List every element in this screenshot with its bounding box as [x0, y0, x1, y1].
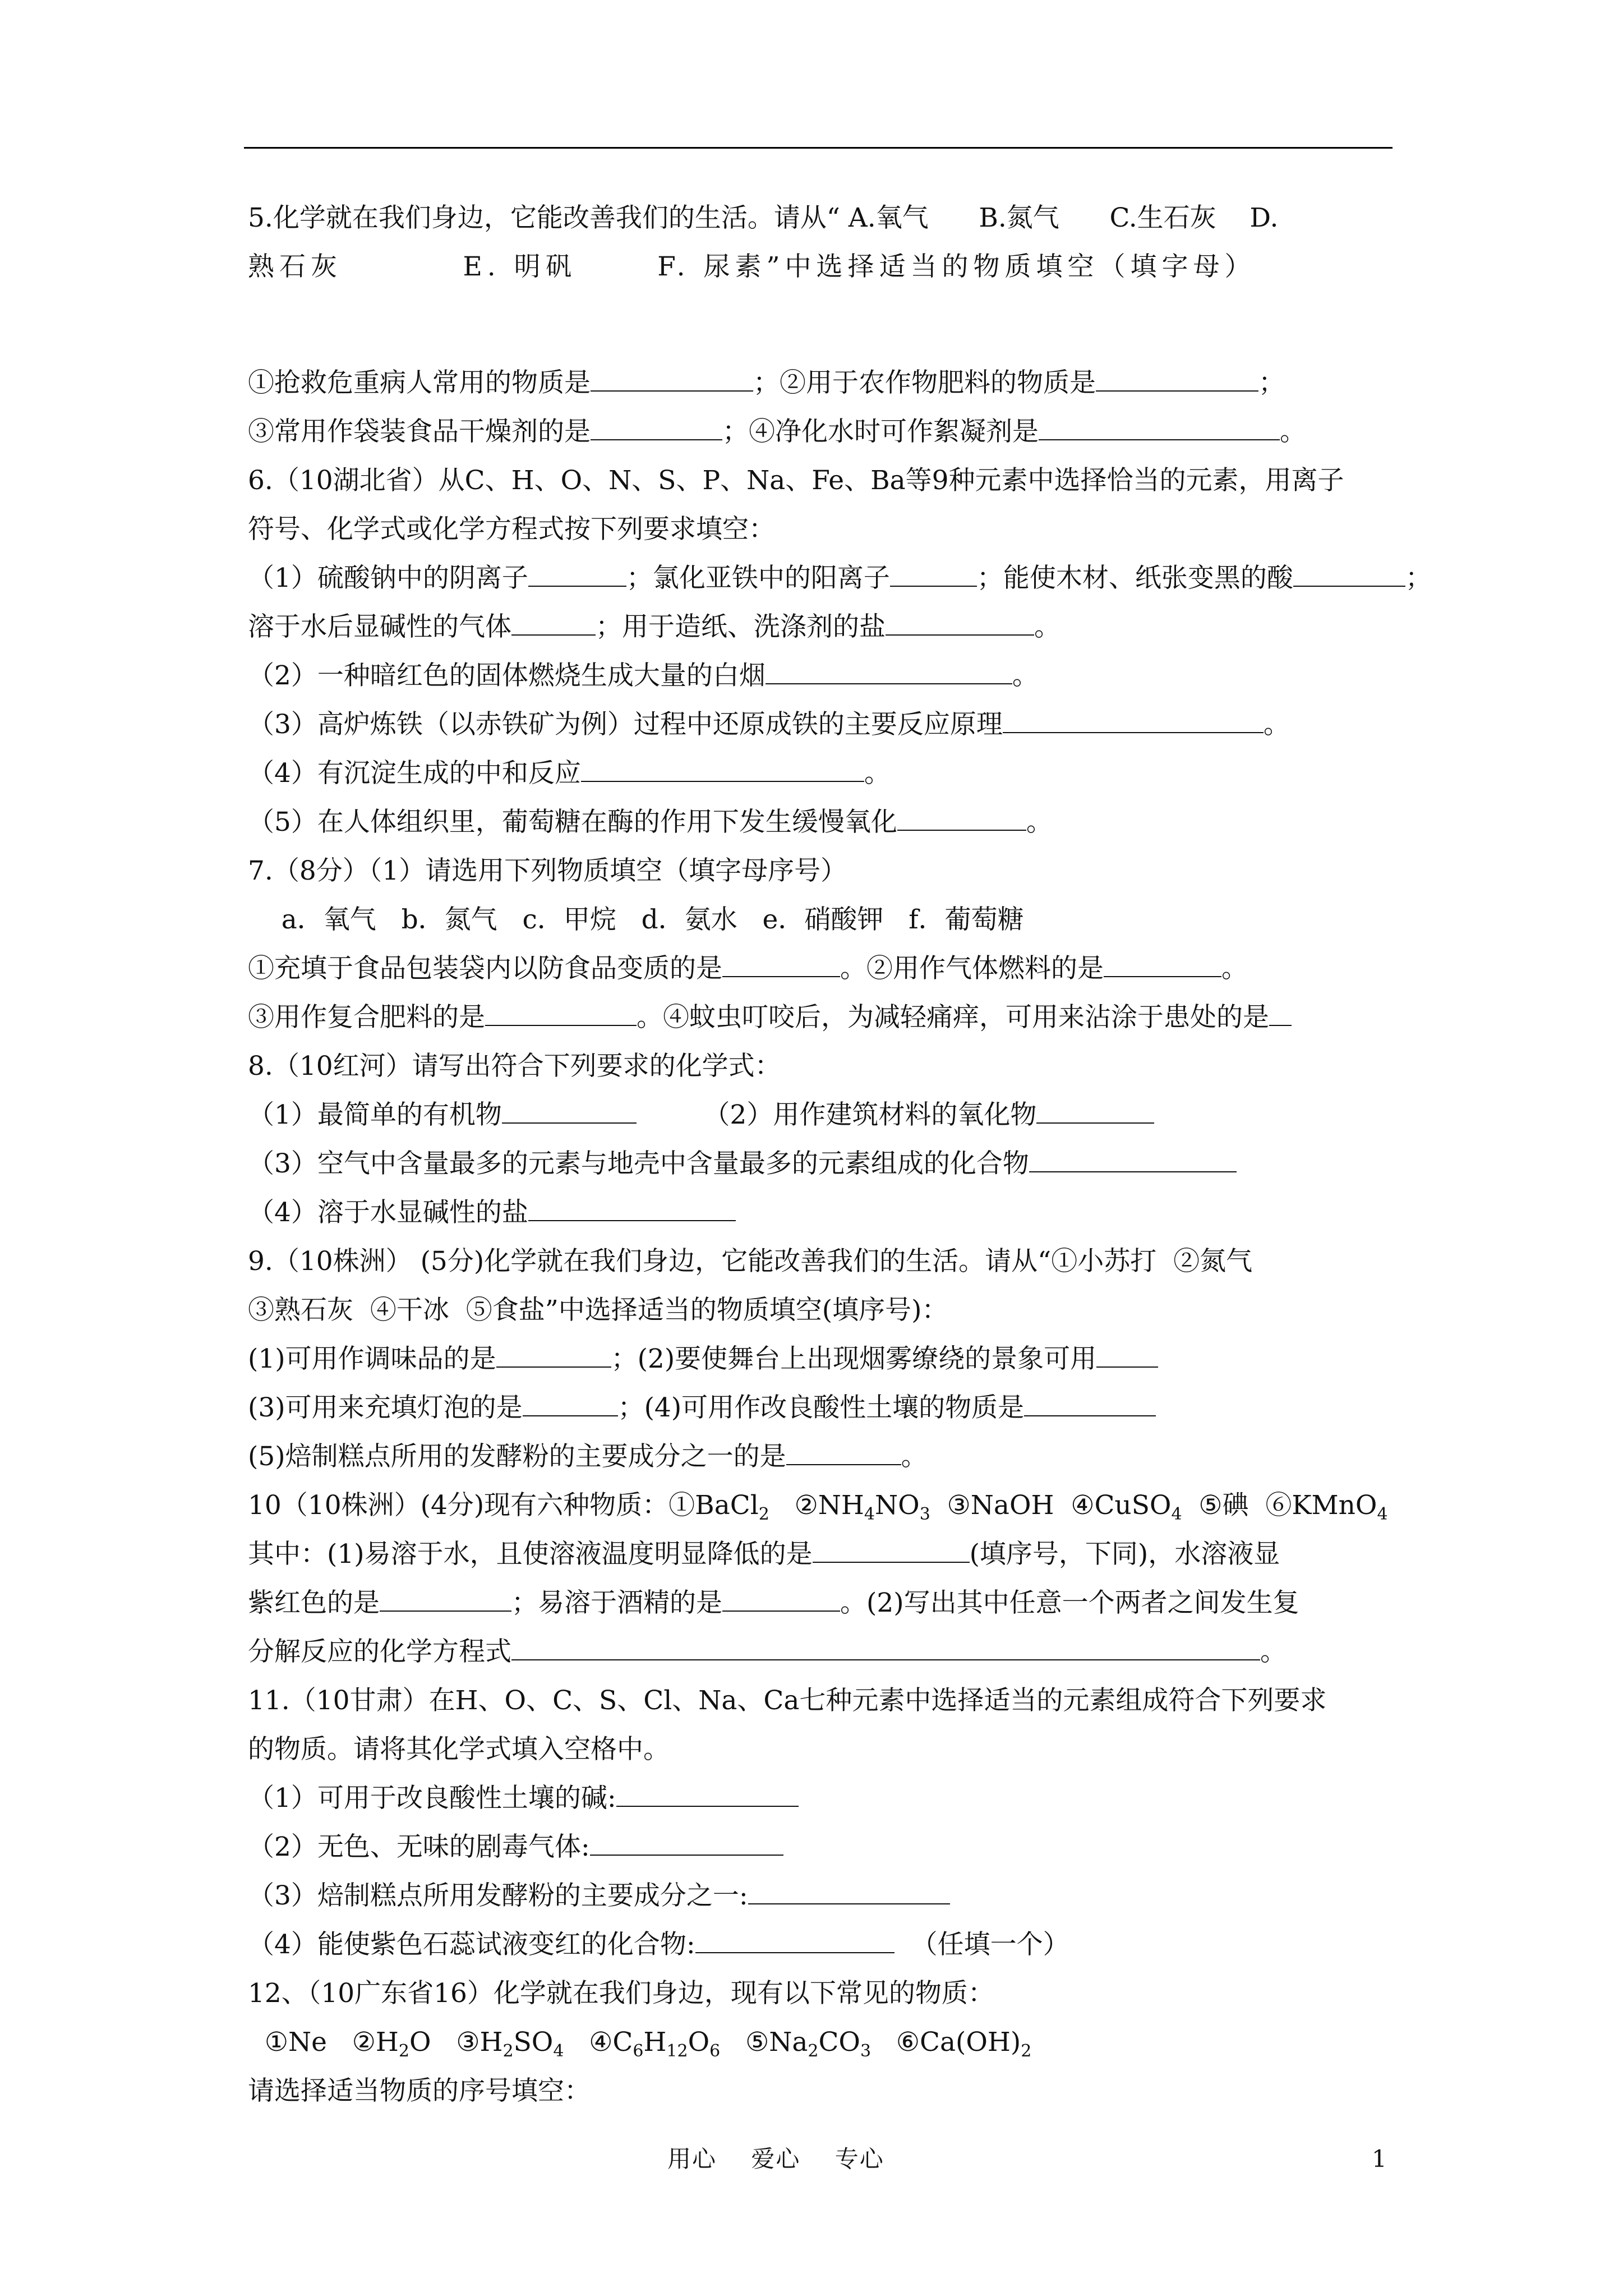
text-run: （3）高炉炼铁（以赤铁矿为例）过程中还原成铁的主要反应原理: [248, 709, 1003, 740]
text-run: （任填一个）: [894, 1929, 1069, 1960]
text-run: （2）用作建筑材料的氧化物: [636, 1099, 1037, 1130]
text-run: 10（10株洲）(4分)现有六种物质：①BaCl: [248, 1490, 759, 1521]
answer-blank[interactable]: [380, 1579, 511, 1612]
answer-blank[interactable]: [591, 408, 722, 440]
answer-blank[interactable]: [1039, 408, 1280, 440]
text-line: 符号、化学式或化学方程式按下列要求填空：: [248, 514, 775, 545]
page-number: 1: [1372, 2145, 1387, 2173]
text-run: （2）一种暗红色的固体燃烧生成大量的白烟: [248, 660, 766, 691]
text-run: 。: [1026, 807, 1053, 838]
answer-blank[interactable]: [748, 1872, 950, 1904]
subscript: 3: [919, 1504, 930, 1524]
text-line: 8.（10红河）请写出符合下列要求的化学式：: [248, 1051, 781, 1082]
text-run: ；(2)要使舞台上出现烟雾缭绕的景象可用: [611, 1343, 1097, 1374]
text-run: 。(2)写出其中任意一个两者之间发生复: [840, 1588, 1299, 1618]
text-line: 请选择适当物质的序号填空：: [248, 2076, 591, 2106]
text-line: 12、（10广东省16）化学就在我们身边，现有以下常见的物质：: [248, 1978, 994, 2009]
text-run: CO: [818, 2027, 860, 2058]
text-run: ；: [1405, 563, 1432, 593]
text-line: [248, 1823, 1504, 1871]
text-run: ；②用于农作物肥料的物质是: [753, 367, 1096, 398]
answer-blank[interactable]: [1293, 554, 1405, 587]
answer-blank[interactable]: [766, 652, 1012, 684]
text-line: [248, 1920, 1504, 1969]
answer-blank[interactable]: [485, 993, 637, 1026]
text-run: NO: [875, 1490, 920, 1521]
text-line: [248, 651, 1504, 700]
text-run: ；④净化水时可作絮凝剂是: [722, 416, 1039, 447]
text-line: 5.化学就在我们身边，它能改善我们的生活。请从“ A.氧气 B.氮气 C.生石灰 D.: [248, 203, 1279, 233]
answer-blank[interactable]: [813, 1530, 970, 1563]
answer-blank[interactable]: [722, 945, 840, 977]
subscript: 2: [398, 2041, 409, 2061]
text-line: [248, 700, 1504, 749]
text-run: ③用作复合肥料的是: [248, 1002, 485, 1033]
subscript: 12: [666, 2041, 688, 2061]
text-line: [248, 1188, 1504, 1237]
text-line: [248, 944, 1504, 993]
text-run: 。: [1263, 709, 1290, 740]
text-run: 分解反应的化学方程式: [248, 1636, 511, 1667]
text-line: a．氧气 b．氮气 c．甲烷 d．氨水 e．硝酸钾 f．葡萄糖: [248, 904, 1024, 935]
text-run: O: [688, 2027, 710, 2058]
text-line: [248, 407, 1504, 456]
text-run: （3）空气中含量最多的元素与地壳中含量最多的元素组成的化合物: [248, 1148, 1029, 1179]
text-run: ；氯化亚铁中的阳离子: [626, 563, 890, 593]
text-line: 的物质。请将其化学式填入空格中。: [248, 1734, 670, 1765]
text-line: [248, 358, 1504, 407]
text-line: [248, 1432, 1504, 1481]
subscript: 2: [758, 1504, 769, 1524]
subscript: 2: [808, 2041, 819, 2061]
answer-blank[interactable]: [528, 554, 626, 587]
text-run: （2）无色、无味的剧毒气体:: [248, 1832, 590, 1862]
answer-blank[interactable]: [511, 603, 596, 636]
text-line: [248, 1871, 1504, 1920]
text-line: [248, 1383, 1504, 1432]
text-run: H: [643, 2027, 667, 2058]
subscript: 4: [1377, 1504, 1388, 1524]
answer-blank[interactable]: [523, 1384, 618, 1416]
answer-blank[interactable]: [1029, 1140, 1237, 1172]
text-line: [248, 1774, 1504, 1823]
answer-blank[interactable]: [722, 1579, 840, 1612]
answer-blank[interactable]: [1096, 1335, 1158, 1368]
answer-blank[interactable]: [528, 1189, 736, 1221]
text-run: 。: [1280, 416, 1306, 447]
subscript: 4: [553, 2041, 564, 2061]
text-line: 11.（10甘肃）在H、O、C、S、Cl、Na、Ca七种元素中选择适当的元素组成符合下列要求: [248, 1685, 1327, 1716]
text-run: 。②用作气体燃料的是: [840, 953, 1104, 984]
text-run: 。: [1034, 611, 1061, 642]
line-gap: [248, 291, 1504, 358]
answer-blank[interactable]: [886, 603, 1034, 636]
subscript: 2: [1021, 2041, 1032, 2061]
text-line: 熟石灰 E. 明矾 F. 尿素”中选择适当的物质填空（填字母）: [248, 251, 1256, 282]
text-run: ；易溶于酒精的是: [511, 1588, 722, 1618]
answer-blank[interactable]: [1036, 1091, 1154, 1124]
answer-blank[interactable]: [581, 749, 864, 782]
subscript: 4: [864, 1504, 875, 1524]
subscript: 6: [709, 2041, 721, 2061]
text-run: 。: [1260, 1636, 1287, 1667]
answer-blank[interactable]: [1269, 993, 1292, 1026]
answer-blank[interactable]: [695, 1921, 895, 1953]
answer-blank[interactable]: [786, 1433, 901, 1465]
text-run: 。: [864, 758, 891, 789]
answer-blank[interactable]: [897, 798, 1026, 831]
text-line: [248, 1481, 1504, 1530]
text-line: [248, 1579, 1504, 1627]
text-line: 9.（10株洲） (5分)化学就在我们身边，它能改善我们的生活。请从“①小苏打 ②氮气: [248, 1246, 1253, 1277]
text-line: [248, 1091, 1504, 1139]
text-run: ；能使木材、纸张变黑的酸: [976, 563, 1293, 593]
question-body: [248, 194, 1504, 2115]
text-run: ⑤碘 ⑥KMnO: [1182, 1490, 1377, 1521]
text-run: 溶于水后显碱性的气体: [248, 611, 511, 642]
text-run: ③常用作袋装食品干燥剂的是: [248, 416, 591, 447]
answer-blank[interactable]: [1096, 359, 1258, 392]
text-line: [248, 554, 1504, 602]
text-run: ④C: [564, 2027, 633, 2058]
answer-blank[interactable]: [1024, 1384, 1156, 1416]
text-line: [248, 1627, 1504, 1676]
text-line: [248, 1530, 1504, 1579]
text-run: (填序号，下同)，水溶液显: [969, 1539, 1280, 1570]
subscript: 6: [633, 2041, 644, 2061]
text-line: [248, 1139, 1504, 1188]
answer-blank[interactable]: [1003, 701, 1264, 733]
answer-blank[interactable]: [616, 1774, 799, 1807]
text-run: 。: [1012, 660, 1039, 691]
text-run: SO: [513, 2027, 554, 2058]
answer-blank[interactable]: [890, 554, 977, 587]
text-run: 。④蚊虫叮咬后，为减轻痛痒，可用来沾涂于患处的是: [637, 1002, 1269, 1033]
answer-blank[interactable]: [1104, 945, 1221, 977]
answer-blank[interactable]: [590, 1823, 783, 1856]
text-run: 其中：(1)易溶于水，且使溶液温度明显降低的是: [248, 1539, 813, 1570]
text-line: 6.（10湖北省）从C、H、O、N、S、P、Na、Fe、Ba等9种元素中选择恰当的元素，用离子: [248, 465, 1344, 496]
text-line: [248, 602, 1504, 651]
text-run: （4）溶于水显碱性的盐: [248, 1197, 528, 1228]
text-run: （3）焙制糕点所用发酵粉的主要成分之一:: [248, 1880, 748, 1911]
text-run: （4）有沉淀生成的中和反应: [248, 758, 581, 789]
text-run: ②NH: [769, 1490, 864, 1521]
text-run: （1）硫酸钠中的阴离子: [248, 563, 528, 593]
text-run: ⑤Na: [720, 2027, 808, 2058]
text-run: ；用于造纸、洗涤剂的盐: [596, 611, 886, 642]
text-line: [248, 1335, 1504, 1383]
subscript: 3: [860, 2041, 872, 2061]
text-run: 。: [901, 1441, 928, 1472]
text-run: (1)可用作调味品的是: [248, 1343, 496, 1374]
answer-blank[interactable]: [511, 1628, 1260, 1660]
text-run: ；: [1258, 367, 1285, 398]
text-run: ①充填于食品包装袋内以防食品变质的是: [248, 953, 722, 984]
text-run: ；(4)可用作改良酸性土壤的物质是: [617, 1392, 1025, 1423]
text-run: ①抢救危重病人常用的物质是: [248, 367, 591, 398]
text-run: （4）能使紫色石蕊试液变红的化合物:: [248, 1929, 695, 1960]
header-rule: [244, 147, 1393, 149]
text-run: (5)焙制糕点所用的发酵粉的主要成分之一的是: [248, 1441, 786, 1472]
text-line: [248, 2018, 1504, 2067]
footer-slogan: 用心 爱心 专心: [667, 2145, 884, 2173]
subscript: 2: [502, 2041, 514, 2061]
text-run: ①Ne ②H: [248, 2027, 399, 2058]
text-line: [248, 749, 1504, 798]
text-line: ③熟石灰 ④干冰 ⑤食盐”中选择适当的物质填空(填序号)：: [248, 1295, 948, 1326]
subscript: 4: [1171, 1504, 1182, 1524]
text-run: （1）最简单的有机物: [248, 1099, 502, 1130]
text-run: 紫红色的是: [248, 1588, 380, 1618]
text-run: 。: [1221, 953, 1248, 984]
text-run: O ③H: [409, 2027, 503, 2058]
answer-blank[interactable]: [502, 1091, 637, 1124]
text-line: [248, 798, 1504, 846]
text-run: (3)可用来充填灯泡的是: [248, 1392, 523, 1423]
text-line: 7.（8分）（1）请选用下列物质填空（填字母序号）: [248, 855, 847, 886]
answer-blank[interactable]: [496, 1335, 611, 1368]
text-run: （5）在人体组织里，葡萄糖在酶的作用下发生缓慢氧化: [248, 807, 897, 838]
text-line: [248, 993, 1504, 1042]
text-run: ⑥Ca(OH): [871, 2027, 1021, 2058]
text-run: ③NaOH ④CuSO: [930, 1490, 1172, 1521]
text-run: （1）可用于改良酸性土壤的碱:: [248, 1783, 616, 1814]
answer-blank[interactable]: [591, 359, 753, 392]
